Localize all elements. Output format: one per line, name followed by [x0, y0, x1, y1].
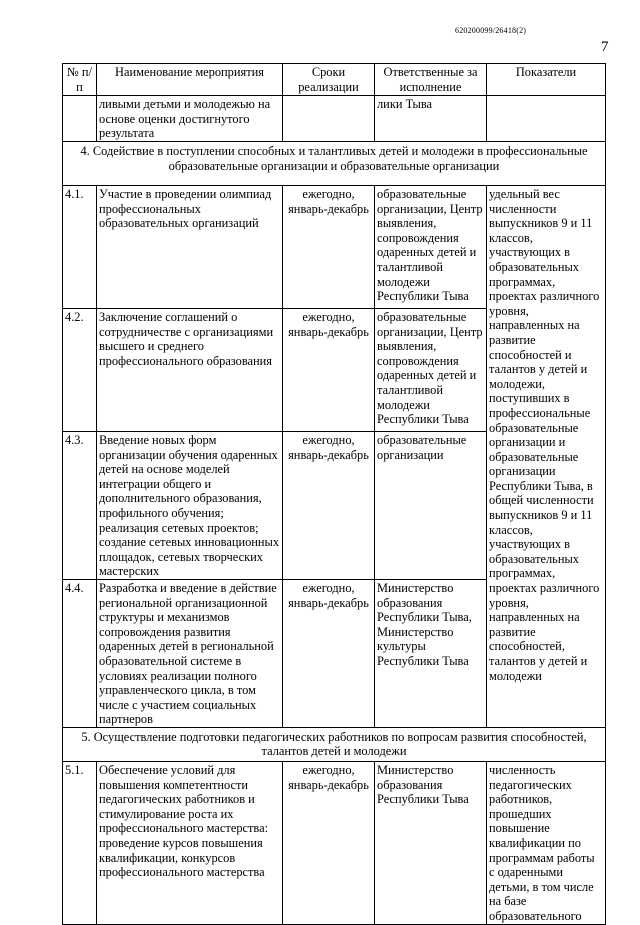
row-4-4-responsible: Министерство образования Республики Тыва, Министерство культуры Республики Тыва: [375, 579, 487, 727]
table-row: [63, 762, 606, 925]
row-4-3-name: Введение новых форм организации обучения одаренных детей на основе моделей интеграции общего и дополнительного образования, профильного обучения; реализация сетевых проектов; создание сетевых инновационных площадок, сетевых творческих мастерских: [97, 432, 283, 580]
row-4-1-responsible: образовательные организации, Центр выявления, сопровождения одаренных детей и талантливой молодежи Республики Тыва: [375, 186, 487, 309]
row-4-2-terms: ежегодно, январь-декабрь: [283, 309, 375, 432]
row-4-1-num: 4.1.: [63, 186, 97, 309]
header-num: № п/п: [63, 64, 97, 96]
row-4-2-responsible: образовательные организации, Центр выявления, сопровождения одаренных детей и талантливой молодежи Республики Тыва: [375, 309, 487, 432]
row-4-4-num: 4.4.: [63, 579, 97, 727]
row-5-1-num: 5.1.: [63, 762, 97, 925]
continuation-terms: [283, 96, 375, 142]
continuation-row: [63, 96, 606, 142]
row-4-2-name: Заключение соглашений о сотрудничестве с организациями высшего и среднего профессионального образования: [97, 309, 283, 432]
row-5-1-indicators: численность педагогических работников, прошедших повышение квалификации по программам работы с одаренными детьми, в том числе на базе образовательного: [487, 762, 606, 925]
measures-table: [62, 63, 606, 925]
section-5-title: 5. Осуществление подготовки педагогических работников по вопросам развития способностей, талантов детей и молодежи: [63, 727, 606, 761]
row-5-1-responsible: Министерство образования Республики Тыва: [375, 762, 487, 925]
header-name: Наименование мероприятия: [97, 64, 283, 96]
row-4-1-terms: ежегодно, январь-декабрь: [283, 186, 375, 309]
page-number: 7: [601, 39, 609, 55]
section-4-row: [63, 142, 606, 186]
row-4-2-num: 4.2.: [63, 309, 97, 432]
continuation-indicators: [487, 96, 606, 142]
row-5-1-terms: ежегодно, январь-декабрь: [283, 762, 375, 925]
row-4-3-responsible: образовательные организации: [375, 432, 487, 580]
header-responsible: Ответственные за исполнение: [375, 64, 487, 96]
row-4-3-num: 4.3.: [63, 432, 97, 580]
table-row: [63, 186, 606, 309]
row-4-4-name: Разработка и введение в действие региональной организационной структуры и механизмов сопровождения развития одаренных детей в региональной образовательной системе в условиях реализации полного управленческого цикла, в том числе с участием социальных партнеров: [97, 579, 283, 727]
row-4-4-terms: ежегодно, январь-декабрь: [283, 579, 375, 727]
header-terms: Сроки реализации: [283, 64, 375, 96]
section-4-indicator: удельный вес численности выпускников 9 и 11 классов, участвующих в образовательных программах, проектах различного уровня, направленных на развитие способностей и талантов у детей и молодежи, поступивших в профессиональные образовательные организации и образовательные организации Республики Тыва, в общей численности выпускников 9 и 11 классов, участвующих в образовательных программах, проектах различного уровня, направленных на развитие способностей, талантов у детей и молодежи: [487, 186, 606, 728]
section-5-row: [63, 727, 606, 761]
row-4-3-terms: ежегодно, январь-декабрь: [283, 432, 375, 580]
header-row: [63, 64, 606, 96]
row-4-1-name: Участие в проведении олимпиад профессиональных образовательных организаций: [97, 186, 283, 309]
row-5-1-name: Обеспечение условий для повышения компетентности педагогических работников и стимулирование роста их профессионального мастерства: проведение курсов повышения квалификации, конкурсов профессионального мастерства: [97, 762, 283, 925]
continuation-num: [63, 96, 97, 142]
document-id: 620200099/26418(2): [455, 26, 527, 35]
section-4-title: 4. Содействие в поступлении способных и талантливых детей и молодежи в профессиональные образовательные организации и образовательные организации: [63, 142, 606, 186]
header-indicators: Показатели: [487, 64, 606, 96]
continuation-responsible: лики Тыва: [375, 96, 487, 142]
continuation-name: ливыми детьми и молодежью на основе оценки достигнутого результата: [97, 96, 283, 142]
